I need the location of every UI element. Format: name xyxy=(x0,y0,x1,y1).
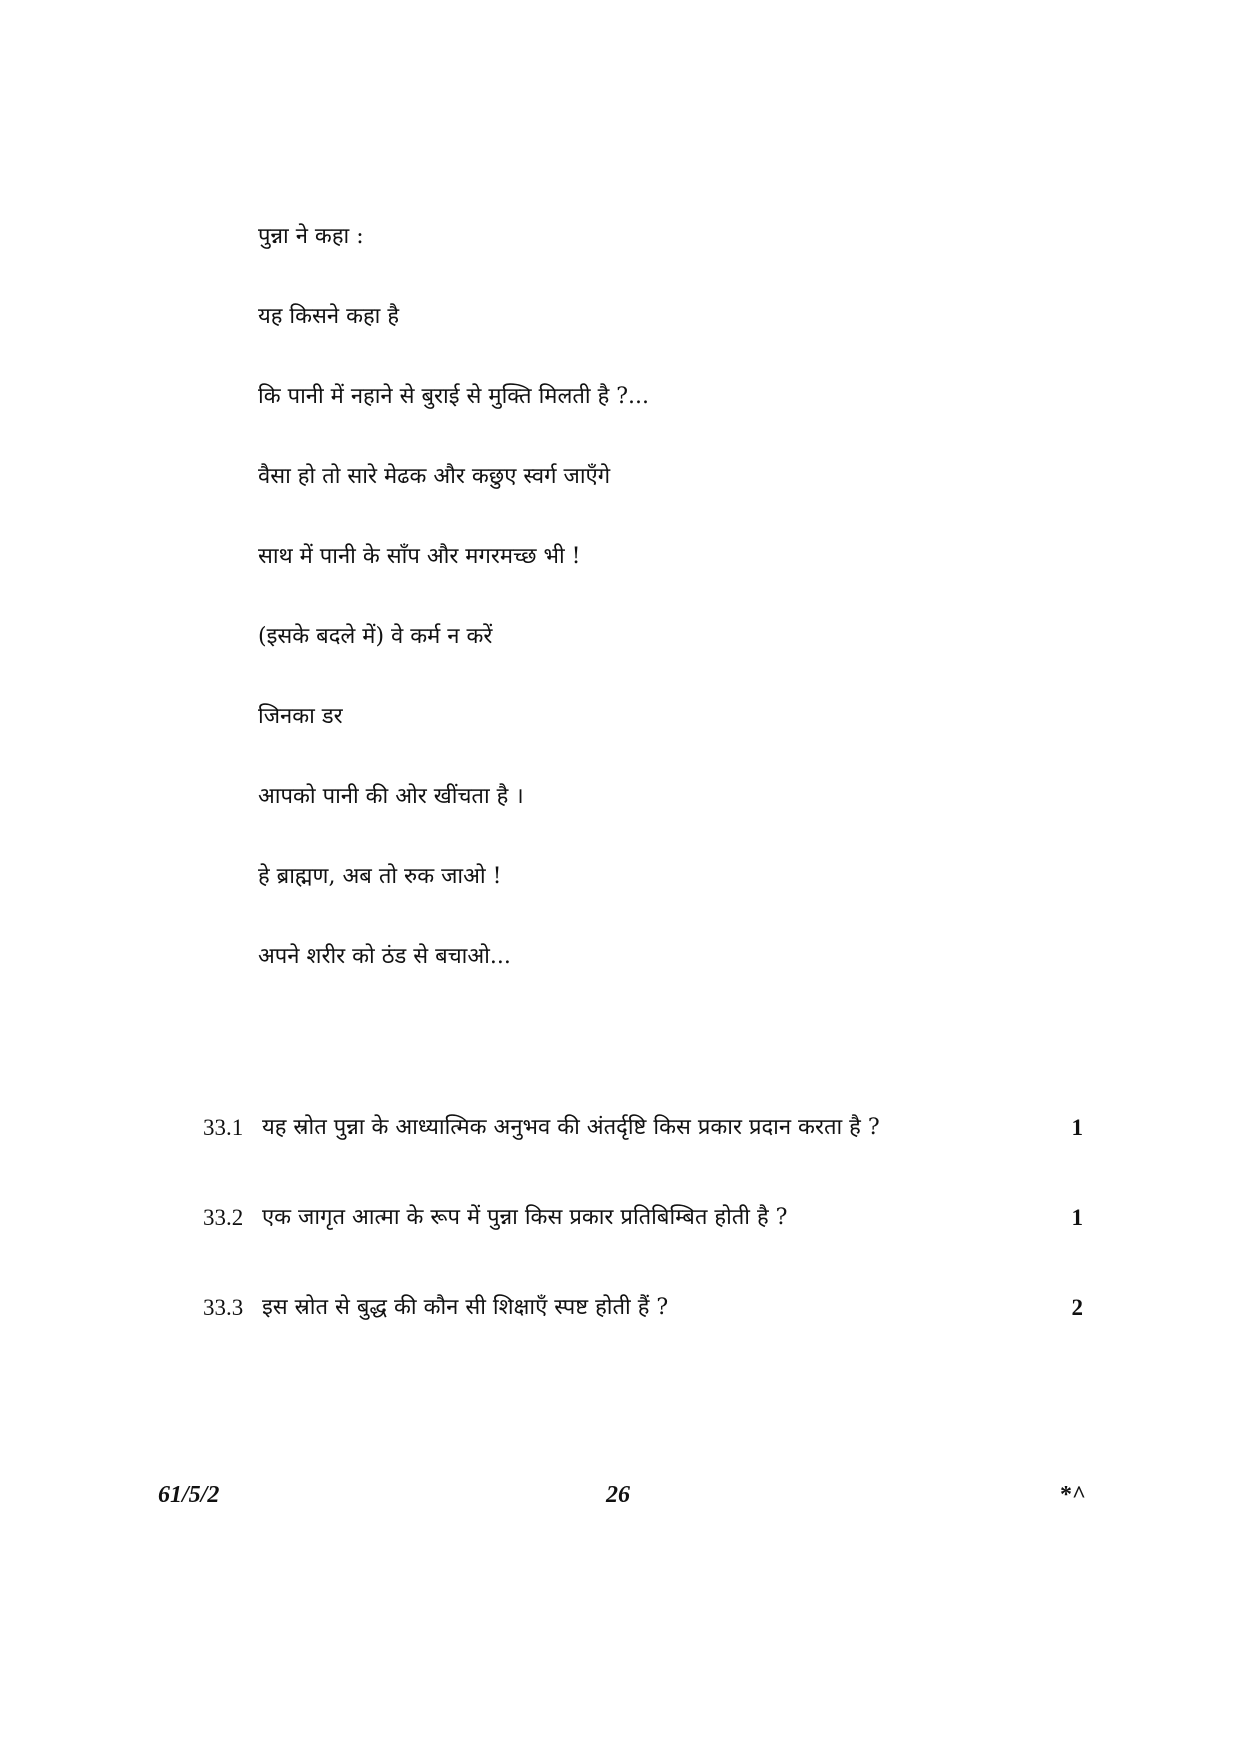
question-marks: 2 xyxy=(1071,1295,1083,1320)
question-text: यह स्रोत पुन्ना के आध्यात्मिक अनुभव की अंतर्दृष्टि किस प्रकार प्रदान करता है ? xyxy=(262,1115,880,1140)
question-33-2 xyxy=(203,1202,1083,1234)
poem-line: आपको पानी की ओर खींचता है । xyxy=(258,784,524,809)
poem-line: (इसके बदले में) वे कर्म न करें xyxy=(258,624,493,649)
question-text: एक जागृत आत्मा के रूप में पुन्ना किस प्रकार प्रतिबिम्बित होती है ? xyxy=(262,1205,788,1230)
question-number: 33.3 xyxy=(203,1295,244,1320)
question-number: 33.2 xyxy=(203,1205,244,1230)
poem-line: साथ में पानी के साँप और मगरमच्छ भी ! xyxy=(258,544,581,569)
footer-mark: *^ xyxy=(1060,1482,1086,1508)
poem-line: वैसा हो तो सारे मेढक और कछुए स्वर्ग जाएँगे xyxy=(258,464,611,489)
question-33-1 xyxy=(203,1112,1083,1144)
poem-line: हे ब्राह्मण, अब तो रुक जाओ ! xyxy=(258,864,502,889)
poem-line: कि पानी में नहाने से बुराई से मुक्ति मिलती है ?... xyxy=(258,384,650,409)
poem-line: यह किसने कहा है xyxy=(258,304,400,329)
question-text: इस स्रोत से बुद्ध की कौन सी शिक्षाएँ स्पष्ट होती हैं ? xyxy=(262,1295,669,1320)
question-33-3 xyxy=(203,1292,1083,1324)
page-footer xyxy=(0,1478,1241,1512)
question-marks: 1 xyxy=(1071,1205,1083,1230)
page-number: 26 xyxy=(606,1482,630,1508)
question-marks: 1 xyxy=(1071,1115,1083,1140)
poem-line: पुन्ना ने कहा : xyxy=(258,224,364,249)
question-number: 33.1 xyxy=(203,1115,244,1140)
poem-line: जिनका डर xyxy=(258,704,343,729)
paper-code: 61/5/2 xyxy=(158,1482,220,1508)
poem-line: अपने शरीर को ठंड से बचाओ... xyxy=(258,944,511,969)
